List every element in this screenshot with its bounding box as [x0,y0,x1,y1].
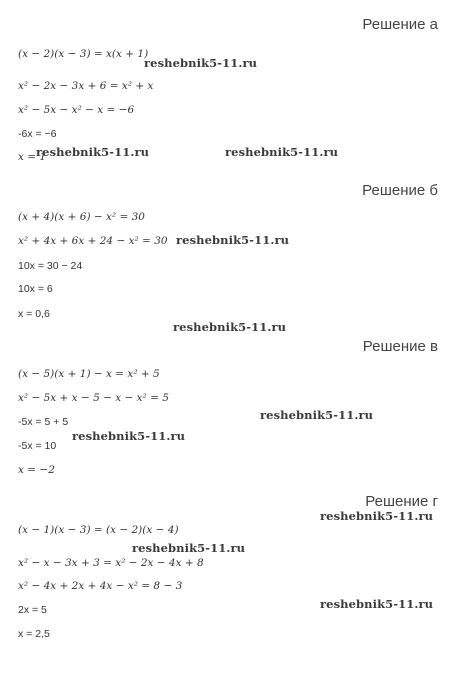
section-a-line-4: -6x = −6 [18,128,57,140]
section-b-line-5: x = 0,6 [18,308,50,320]
section-d-line-4: 2x = 5 [18,604,47,616]
section-a-line-5: x = 1 [18,151,47,163]
section-c-line-3: -5x = 5 + 5 [18,416,69,428]
section-d-line-2: x² − x − 3x + 3 = x² − 2x − 4x + 8 [18,557,204,569]
section-b-line-4: 10x = 6 [18,283,53,295]
section-a-heading: Решение а [362,16,438,33]
watermark: reshebnik5-11.ru [320,597,434,611]
section-c-line-4: -5x = 10 [18,440,57,452]
section-b-line-3: 10x = 30 − 24 [18,260,83,272]
watermark: reshebnik5-11.ru [176,233,290,247]
section-d-line-5: x = 2,5 [18,628,50,640]
watermark: reshebnik5-11.ru [260,408,374,422]
watermark: reshebnik5-11.ru [225,145,339,159]
section-b-line-2: x² + 4x + 6x + 24 − x² = 30 [18,235,168,247]
section-c-line-1: (x − 5)(x + 1) − x = x² + 5 [18,368,160,380]
section-d-line-3: x² − 4x + 2x + 4x − x² = 8 − 3 [18,580,183,592]
section-d-heading: Решение г [365,493,438,510]
section-a-line-3: x² − 5x − x² − x = −6 [18,104,135,116]
section-c-line-2: x² − 5x + x − 5 − x − x² = 5 [18,392,169,404]
watermark: reshebnik5-11.ru [144,56,258,70]
section-d-line-1: (x − 1)(x − 3) = (x − 2)(x − 4) [18,524,179,536]
watermark: reshebnik5-11.ru [173,320,287,334]
watermark: reshebnik5-11.ru [72,429,186,443]
watermark: reshebnik5-11.ru [320,509,434,523]
section-c-heading: Решение в [362,338,438,355]
section-a-line-2: x² − 2x − 3x + 6 = x² + x [18,80,154,92]
section-c-line-5: x = −2 [18,464,55,476]
section-b-line-1: (x + 4)(x + 6) − x² = 30 [18,211,145,223]
section-b-heading: Решение б [362,182,438,199]
watermark: reshebnik5-11.ru [36,145,150,159]
watermark: reshebnik5-11.ru [132,541,246,555]
section-a-line-1: (x − 2)(x − 3) = x(x + 1) [18,48,149,60]
